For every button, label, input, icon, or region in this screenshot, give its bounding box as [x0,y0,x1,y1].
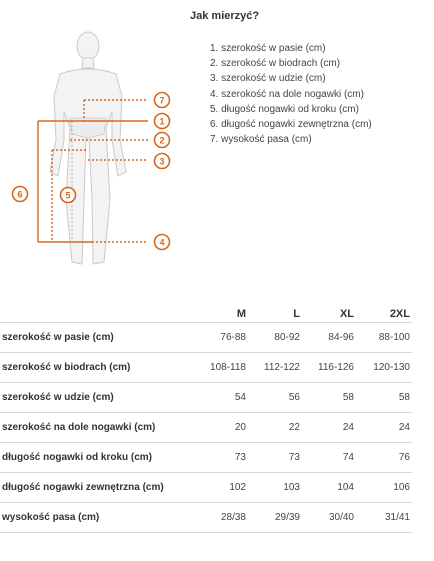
table-row [0,323,412,353]
table-row [0,503,412,533]
marker-6 [13,187,28,202]
svg-text:4: 4 [159,237,165,248]
legend-item-thigh: 3. szerokość w udzie (cm) [210,73,326,85]
cell-value: 106 [356,473,412,503]
cell-value: 74 [302,443,356,473]
legend-item-waist: 1. szerokość w pasie (cm) [210,43,326,54]
size-table-header [0,300,412,323]
cell-value: 24 [302,413,356,443]
svg-text:1: 1 [159,116,165,127]
measurement-legend [210,41,372,147]
legend-item-inseam: 5. długość nogawki od kroku (cm) [210,103,359,115]
table-row [0,473,412,503]
cell-value: 30/40 [302,503,356,533]
cell-value: 116-126 [302,353,356,383]
header-size-xl: XL [339,308,354,320]
marker-1 [155,114,170,129]
table-row [0,383,412,413]
row-label: długość nogawki od kroku (cm) [0,443,190,473]
row-label: szerokość na dole nogawki (cm) [0,413,190,443]
row-label: szerokość w biodrach (cm) [0,353,190,383]
marker-7 [155,93,170,108]
table-row [0,413,412,443]
cell-value: 108-118 [190,353,248,383]
cell-value: 80-92 [248,323,302,353]
cell-value: 24 [356,413,412,443]
body-figure-illustration [0,0,190,280]
legend-item-rise: 7. wysokość pasa (cm) [210,134,312,146]
cell-value: 29/39 [248,503,302,533]
cell-value: 76-88 [190,323,248,353]
header-size-2xl: 2XL [389,308,410,320]
cell-value: 103 [248,473,302,503]
svg-text:2: 2 [159,135,165,146]
cell-value: 76 [356,443,412,473]
cell-value: 58 [302,383,356,413]
cell-value: 31/41 [356,503,412,533]
cell-value: 20 [190,413,248,443]
legend-item-outseam: 6. długość nogawki zewnętrzna (cm) [210,119,372,131]
table-row [0,353,412,383]
legend-item-hips: 2. szerokość w biodrach (cm) [210,58,341,70]
row-label: długość nogawki zewnętrzna (cm) [0,473,190,503]
table-row [0,443,412,473]
svg-text:7: 7 [159,95,165,106]
cell-value: 120-130 [356,353,412,383]
svg-text:5: 5 [65,190,71,201]
cell-value: 54 [190,383,248,413]
cell-value: 84-96 [302,323,356,353]
cell-value: 28/38 [190,503,248,533]
cell-value: 88-100 [356,323,412,353]
row-label: szerokość w udzie (cm) [0,383,190,413]
svg-text:3: 3 [159,156,165,167]
row-label: szerokość w pasie (cm) [0,323,190,353]
measurement-diagram [0,0,190,280]
cell-value: 22 [248,413,302,443]
cell-value: 104 [302,473,356,503]
size-table [0,300,412,533]
cell-value: 102 [190,473,248,503]
human-silhouette [50,32,126,264]
cell-value: 73 [248,443,302,473]
cell-value: 56 [248,383,302,413]
header-size-l: L [293,308,300,320]
marker-5 [61,188,76,203]
cell-value: 112-122 [248,353,302,383]
marker-3 [155,154,170,169]
row-label: wysokość pasa (cm) [0,503,190,533]
how-to-measure-title: Jak mierzyć? [190,10,260,22]
cell-value: 73 [190,443,248,473]
marker-2 [155,133,170,148]
marker-4 [155,235,170,250]
header-size-m: M [236,308,246,320]
header-label-column [0,300,190,323]
legend-item-hem: 4. szerokość na dole nogawki (cm) [210,88,364,100]
cell-value: 58 [356,383,412,413]
svg-text:6: 6 [17,189,23,200]
